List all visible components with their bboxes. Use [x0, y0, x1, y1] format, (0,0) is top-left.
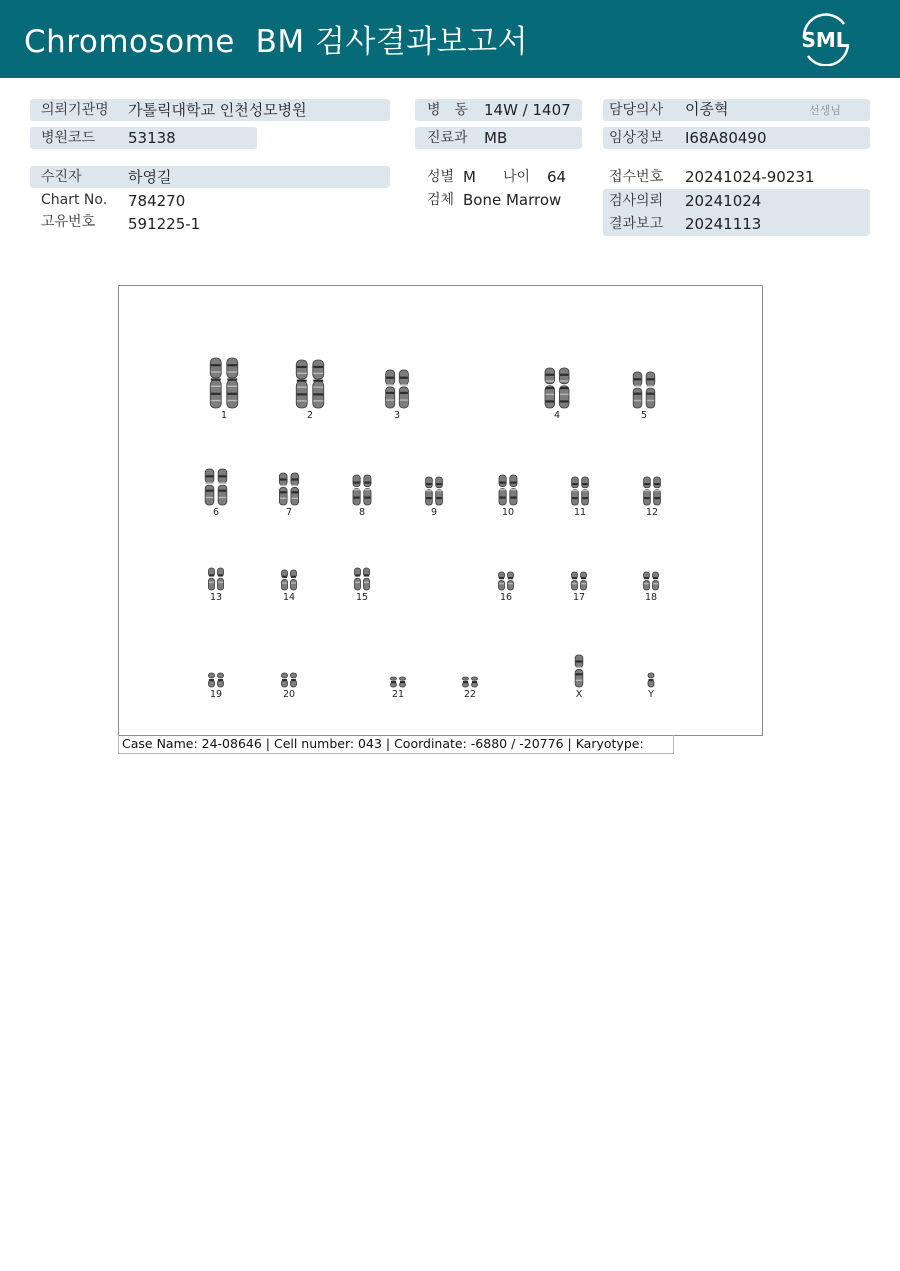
clinical-label: 임상정보 — [609, 130, 664, 146]
chromosome-label-12: 12 — [645, 507, 659, 518]
department-value: MB — [484, 129, 508, 147]
chromosome-label-y: Y — [648, 689, 654, 700]
chromosome-pair-22 — [463, 677, 478, 687]
chromosome-pair-10 — [499, 475, 517, 505]
institution-value: 가톨릭대학교 인천성모병원 — [128, 101, 307, 119]
age-label: 나이 — [503, 169, 531, 185]
chromosome-pair-16 — [499, 572, 514, 590]
hospital-code-label: 병원코드 — [41, 130, 96, 146]
specimen-label: 검체 — [427, 192, 455, 208]
report-value: 20241113 — [685, 215, 762, 233]
chromosome-label-9: 9 — [430, 507, 438, 518]
chromosome-pair-21 — [391, 677, 406, 687]
chromosome-pair-3 — [386, 370, 409, 408]
chromosome-label-7: 7 — [285, 507, 293, 518]
patient-bar — [30, 166, 390, 188]
chromosome-label-18: 18 — [644, 592, 658, 603]
receipt-label: 접수번호 — [609, 169, 664, 185]
report-title: Chromosome BM 검사결과보고서 — [24, 24, 529, 60]
clinical-value: I68A80490 — [685, 129, 767, 147]
chromosome-pair-5 — [633, 372, 655, 408]
patient-value: 하영길 — [128, 168, 172, 186]
sex-label: 성별 — [427, 169, 455, 185]
sml-logo-icon — [796, 12, 854, 66]
chromosome-pair-x — [575, 655, 583, 687]
chromosome-label-14: 14 — [282, 592, 296, 603]
id-label: 고유번호 — [41, 214, 96, 230]
chart-value: 784270 — [128, 192, 186, 210]
report-header — [0, 0, 900, 78]
doctor-value: 이종혁 — [685, 100, 729, 118]
karyotype-image — [118, 285, 763, 736]
svg-text:SML: SML — [801, 28, 849, 52]
chromosome-pair-y — [648, 673, 654, 687]
request-value: 20241024 — [685, 192, 762, 210]
chromosome-pair-18 — [644, 572, 659, 590]
ward-value: 14W / 1407 — [484, 101, 571, 119]
department-label: 진료과 — [427, 130, 468, 146]
receipt-value: 20241024-90231 — [685, 168, 815, 186]
chromosome-pair-9 — [426, 477, 443, 505]
chromosome-pair-19 — [209, 673, 224, 687]
ward-label: 병 동 — [427, 102, 469, 118]
specimen-value: Bone Marrow — [463, 191, 562, 209]
chromosome-label-3: 3 — [393, 410, 401, 421]
chart-label: Chart No. — [41, 192, 108, 208]
chromosome-label-6: 6 — [212, 507, 220, 518]
chromosome-pair-2 — [296, 360, 324, 408]
chromosome-label-x: X — [575, 689, 583, 700]
chromosome-pair-11 — [572, 477, 589, 505]
age-value: 64 — [547, 168, 567, 186]
chromosome-label-22: 22 — [463, 689, 477, 700]
chromosome-pair-20 — [282, 673, 297, 687]
chromosome-pair-13 — [209, 568, 224, 590]
chromosome-label-4: 4 — [553, 410, 561, 421]
chromosome-label-10: 10 — [501, 507, 515, 518]
chromosome-label-1: 1 — [220, 410, 228, 421]
chromosome-pair-4 — [545, 368, 569, 408]
chromosome-label-8: 8 — [358, 507, 366, 518]
doctor-suffix: 선생님 — [809, 104, 841, 117]
hospital-code-value: 53138 — [128, 129, 176, 147]
chromosome-pair-12 — [644, 477, 661, 505]
chromosome-label-2: 2 — [306, 410, 314, 421]
chromosome-label-16: 16 — [499, 592, 513, 603]
case-info-line: Case Name: 24-08646 | Cell number: 043 | Coordinate: -6880 / -20776 | Karyotype: — [118, 735, 674, 754]
id-value: 591225-1 — [128, 215, 201, 233]
doctor-label: 담당의사 — [609, 102, 664, 118]
chromosome-pair-8 — [353, 475, 371, 505]
karyotype-chart — [119, 286, 762, 735]
chromosome-label-19: 19 — [209, 689, 223, 700]
chromosome-pair-14 — [282, 570, 297, 590]
chromosome-label-13: 13 — [209, 592, 223, 603]
chromosome-pair-7 — [279, 473, 298, 505]
chromosome-pair-6 — [205, 469, 227, 505]
chromosome-label-21: 21 — [391, 689, 405, 700]
chromosome-pair-17 — [572, 572, 587, 590]
patient-label: 수진자 — [41, 169, 82, 185]
chromosome-pair-1 — [210, 358, 238, 408]
chromosome-label-5: 5 — [640, 410, 648, 421]
institution-label: 의뢰기관명 — [41, 102, 109, 118]
chromosome-label-15: 15 — [355, 592, 369, 603]
report-label: 결과보고 — [609, 216, 664, 232]
request-label: 검사의뢰 — [609, 193, 664, 209]
chromosome-label-11: 11 — [573, 507, 587, 518]
sex-value: M — [463, 168, 476, 186]
chromosome-label-20: 20 — [282, 689, 296, 700]
chromosome-label-17: 17 — [572, 592, 586, 603]
chromosome-pair-15 — [355, 568, 370, 590]
